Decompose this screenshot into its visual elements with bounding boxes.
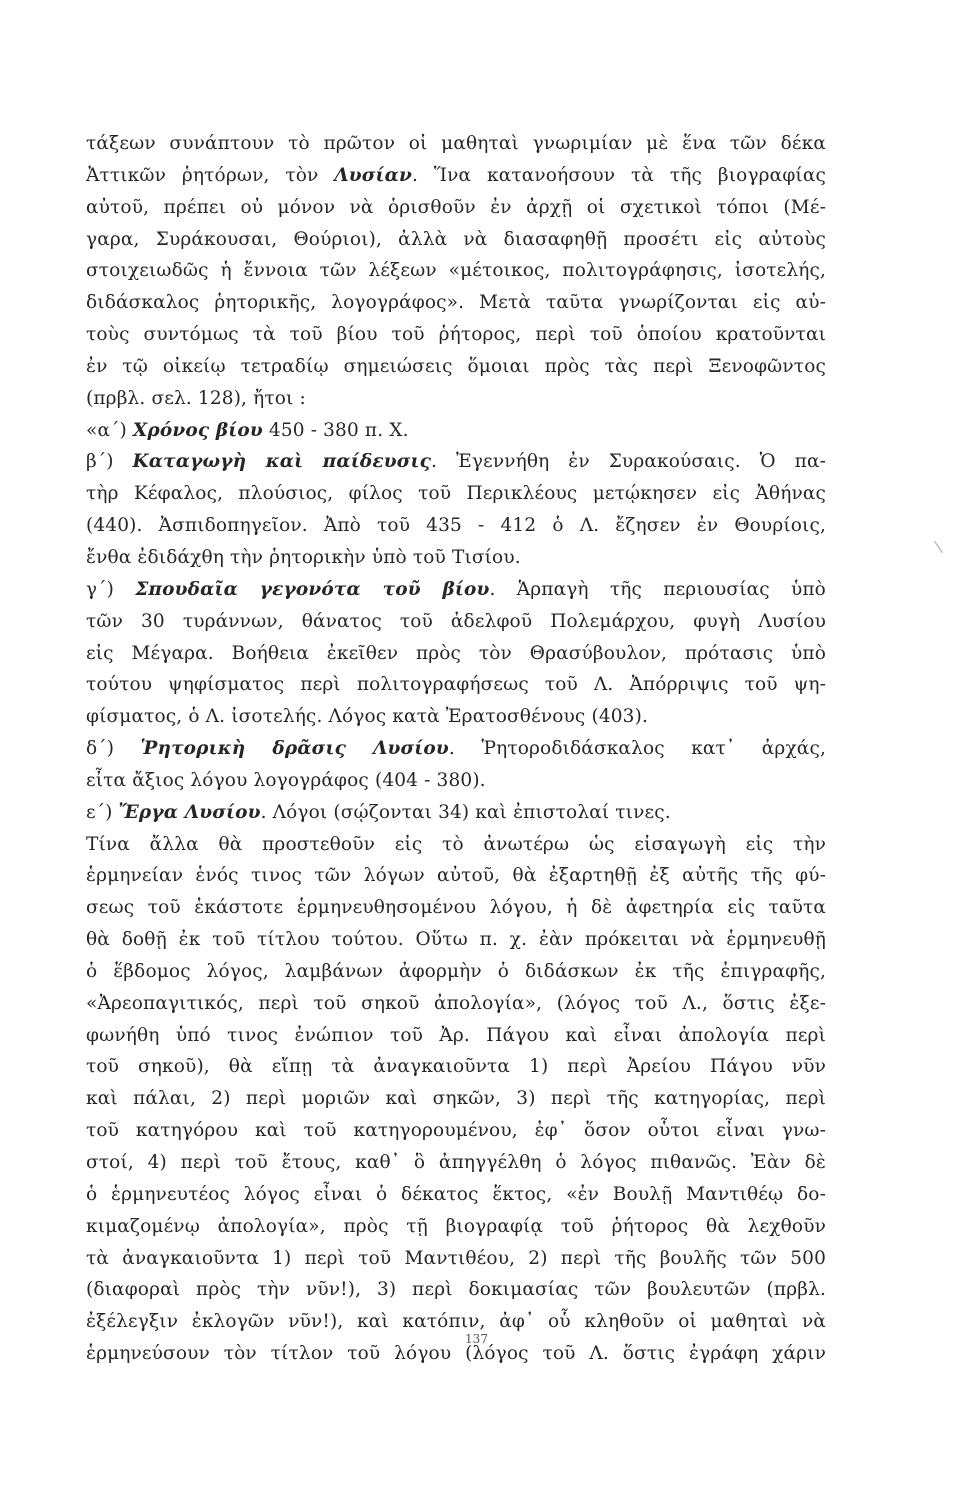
text-run: τοῦ κατηγόρου καὶ τοῦ κατηγορουμένου, ἐφ᾽ ὅσον οὗτοι εἶναι γνω- — [86, 1120, 826, 1142]
text-line — [86, 383, 826, 415]
text-run: Ἀττικῶν ῥητόρων, τὸν — [86, 164, 335, 186]
text-run: εἰς Μέγαρα. Βοήθεια ἐκεῖθεν πρὸς τὸν Θρασύβουλον, πρότασις ὑπὸ — [86, 642, 826, 664]
text-run: . Ἵνα κατανοήσουν τὰ τῆς βιογραφίας — [412, 164, 826, 186]
text-run: τῶν 30 τυράννων, θάνατος τοῦ ἀδελφοῦ Πολεμάρχου, φυγὴ Λυσίου — [86, 610, 826, 632]
text-run: αὐτοῦ, πρέπει οὐ μόνον νὰ ὁρισθοῦν ἐν ἀρχῇ οἱ σχετικοὶ τόποι (Μέ- — [86, 196, 826, 218]
text-run: τὰ ἀναγκαιοῦντα 1) περὶ τοῦ Μαντιθέου, 2) περὶ τῆς βουλῆς τῶν 500 — [86, 1247, 826, 1269]
text-line — [86, 638, 826, 670]
text-run: «α΄) — [86, 419, 133, 441]
margin-mark — [934, 541, 943, 553]
text-line — [86, 1211, 826, 1243]
text-run: ὁ ἕβδομος λόγος, λαμβάνων ἀφορμὴν ὁ διδάσκων ἐκ τῆς ἐπιγραφῆς, — [86, 960, 826, 982]
text-run: ἑρμηνείαν ἑνός τινος τῶν λόγων αὐτοῦ, θὰ ἐξαρτηθῇ ἐξ αὐτῆς τῆς φύ- — [86, 865, 826, 887]
text-line — [86, 669, 826, 701]
text-line — [86, 1179, 826, 1211]
body-text — [86, 128, 826, 1370]
text-run: στοί, 4) περὶ τοῦ ἔτους, καθ᾽ ὃ ἀπηγγέλθη ὁ λόγος πιθανῶς. Ἐὰν δὲ — [86, 1152, 826, 1173]
text-run: . Ἁρπαγὴ τῆς περιουσίας ὑπὸ — [489, 578, 826, 600]
text-line — [86, 478, 826, 510]
text-line — [86, 446, 826, 478]
text-run: β΄) — [86, 451, 133, 473]
text-run: κιμαζομένῳ ἀπολογία», πρὸς τῇ βιογραφίᾳ τοῦ ῥήτορος θὰ λεχθοῦν — [86, 1215, 826, 1237]
text-line — [86, 733, 826, 765]
text-line — [86, 542, 826, 574]
text-run: 450 - 380 π. Χ. — [262, 419, 409, 441]
text-run: . Ἐγεννήθη ἐν Συρακούσαις. Ὁ πα- — [431, 451, 826, 473]
text-line — [86, 860, 826, 892]
text-run: τοῦ σηκοῦ), θὰ εἴπῃ τὰ ἀναγκαιοῦντα 1) περὶ Ἀρείου Πάγου νῦν — [86, 1056, 826, 1078]
text-run: φίσματος, ὁ Λ. ἰσοτελής. Λόγος κατὰ Ἐρατοσθένους (403). — [86, 706, 648, 728]
text-run: τὴρ Κέφαλος, πλούσιος, φίλος τοῦ Περικλέους μετῴκησεν εἰς Ἀθήνας — [86, 483, 826, 505]
text-run: τούτου ψηφίσματος περὶ πολιτογραφήσεως τοῦ Λ. Ἀπόρριψις τοῦ ψη- — [86, 674, 826, 696]
text-run: «Ἀρεοπαγιτικός, περὶ τοῦ σηκοῦ ἀπολογία», (λόγος τοῦ Λ., ὅστις ἐξε- — [86, 992, 826, 1014]
text-line — [86, 1051, 826, 1083]
text-run: . Ῥητοροδιδάσκαλος κατ᾽ ἀρχάς, — [448, 738, 826, 760]
heading-phrase: Καταγωγὴ καὶ παίδευσις — [132, 451, 432, 473]
text-line — [86, 829, 826, 861]
text-line — [86, 160, 826, 192]
text-line — [86, 892, 826, 924]
text-run: στοιχειωδῶς ἡ ἔννοια τῶν λέξεων «μέτοικος, πολιτογράφησις, ἰσοτελής, — [86, 260, 826, 282]
text-run: φωνήθη ὑπό τινος ἐνώπιον τοῦ Ἀρ. Πάγου καὶ εἶναι ἀπολογία περὶ — [86, 1024, 826, 1046]
text-run: ἑρμηνεύσουν τὸν τίτλον τοῦ λόγου (λόγος τοῦ Λ. ὅστις ἐγράφη χάριν — [86, 1343, 826, 1365]
text-line — [86, 192, 826, 224]
text-run: (πρβλ. σελ. 128), ἤτοι : — [86, 387, 306, 409]
text-line — [86, 797, 826, 829]
text-line — [86, 415, 826, 447]
text-run: θὰ δοθῇ ἐκ τοῦ τίτλου τούτου. Οὕτω π. χ. ἐὰν πρόκειται νὰ ἑρμηνευθῇ — [86, 929, 826, 951]
text-line — [86, 351, 826, 383]
heading-phrase: Ῥητορικὴ δρᾶσις Λυσίου — [140, 738, 449, 760]
text-line — [86, 1083, 826, 1115]
page-number: 137 — [465, 1332, 488, 1346]
text-line — [86, 765, 826, 797]
text-run: . Λόγοι (σῴζονται 34) καὶ ἐπιστολαί τινες. — [260, 801, 671, 823]
text-line — [86, 287, 826, 319]
text-line — [86, 701, 826, 733]
text-line — [86, 1147, 826, 1179]
heading-phrase: Σπουδαῖα γεγονότα τοῦ βίου — [135, 578, 490, 600]
text-line — [86, 1020, 826, 1052]
text-run: γ΄) — [86, 578, 136, 600]
text-line — [86, 924, 826, 956]
text-line — [86, 319, 826, 351]
text-line — [86, 1115, 826, 1147]
text-run: ἔνθα ἐδιδάχθη τὴν ῥητορικὴν ὑπὸ τοῦ Τισίου. — [86, 546, 521, 568]
text-line — [86, 606, 826, 638]
text-line — [86, 128, 826, 160]
text-run: εἶτα ἄξιος λόγου λογογράφος (404 - 380). — [86, 769, 486, 791]
text-line — [86, 255, 826, 287]
text-run: τάξεων συνάπτουν τὸ πρῶτον οἱ μαθηταὶ γνωριμίαν μὲ ἕνα τῶν δέκα — [86, 133, 826, 154]
text-run: ἐξέλεγξιν ἐκλογῶν νῦν!), καὶ κατόπιν, ἀφ᾽ οὗ κληθοῦν οἱ μαθηταὶ νὰ — [86, 1311, 826, 1333]
text-run: ε΄) — [86, 801, 119, 823]
text-line — [86, 988, 826, 1020]
heading-phrase: Λυσίαν — [334, 164, 413, 186]
text-line — [86, 1243, 826, 1275]
text-line — [86, 574, 826, 606]
heading-phrase: Ἔργα Λυσίου — [118, 801, 261, 823]
text-line — [86, 1274, 826, 1306]
text-run: καὶ πάλαι, 2) περὶ μοριῶν καὶ σηκῶν, 3) περὶ τῆς κατηγορίας, περὶ — [86, 1088, 826, 1110]
text-run: διδάσκαλος ῥητορικῆς, λογογράφος». Μετὰ ταῦτα γνωρίζονται εἰς αὐ- — [86, 292, 826, 314]
text-run: (διαφοραὶ πρὸς τὴν νῦν!), 3) περὶ δοκιμασίας τῶν βουλευτῶν (πρβλ. — [86, 1279, 826, 1301]
text-run: (440). Ἀσπιδοπηγεῖον. Ἀπὸ τοῦ 435 - 412 ὁ Λ. ἔζησεν ἐν Θουρίοις, — [86, 515, 826, 537]
text-line — [86, 224, 826, 256]
heading-phrase: Χρόνος βίου — [132, 419, 263, 441]
text-run: σεως τοῦ ἑκάστοτε ἑρμηνευθησομένου λόγου, ἡ δὲ ἀφετηρία εἰς ταῦτα — [86, 897, 826, 919]
text-run: Τίνα ἄλλα θὰ προστεθοῦν εἰς τὸ ἀνωτέρω ὡς εἰσαγωγὴ εἰς τὴν — [86, 833, 826, 855]
text-run: τοὺς συντόμως τὰ τοῦ βίου τοῦ ῥήτορος, περὶ τοῦ ὁποίου κρατοῦνται — [86, 324, 826, 346]
text-line — [86, 510, 826, 542]
text-run: ἐν τῷ οἰκείῳ τετραδίῳ σημειώσεις ὅμοιαι πρὸς τὰς περὶ Ξενοφῶντος — [86, 355, 826, 377]
text-line — [86, 956, 826, 988]
text-run: ὁ ἑρμηνευτέος λόγος εἶναι ὁ δέκατος ἕκτος, «ἐν Βουλῇ Μαντιθέῳ δο- — [86, 1183, 826, 1205]
text-run: γαρα, Συράκουσαι, Θούριοι), ἀλλὰ νὰ διασαφηθῇ προσέτι εἰς αὐτοὺς — [86, 228, 826, 250]
text-run: δ΄) — [86, 738, 141, 760]
